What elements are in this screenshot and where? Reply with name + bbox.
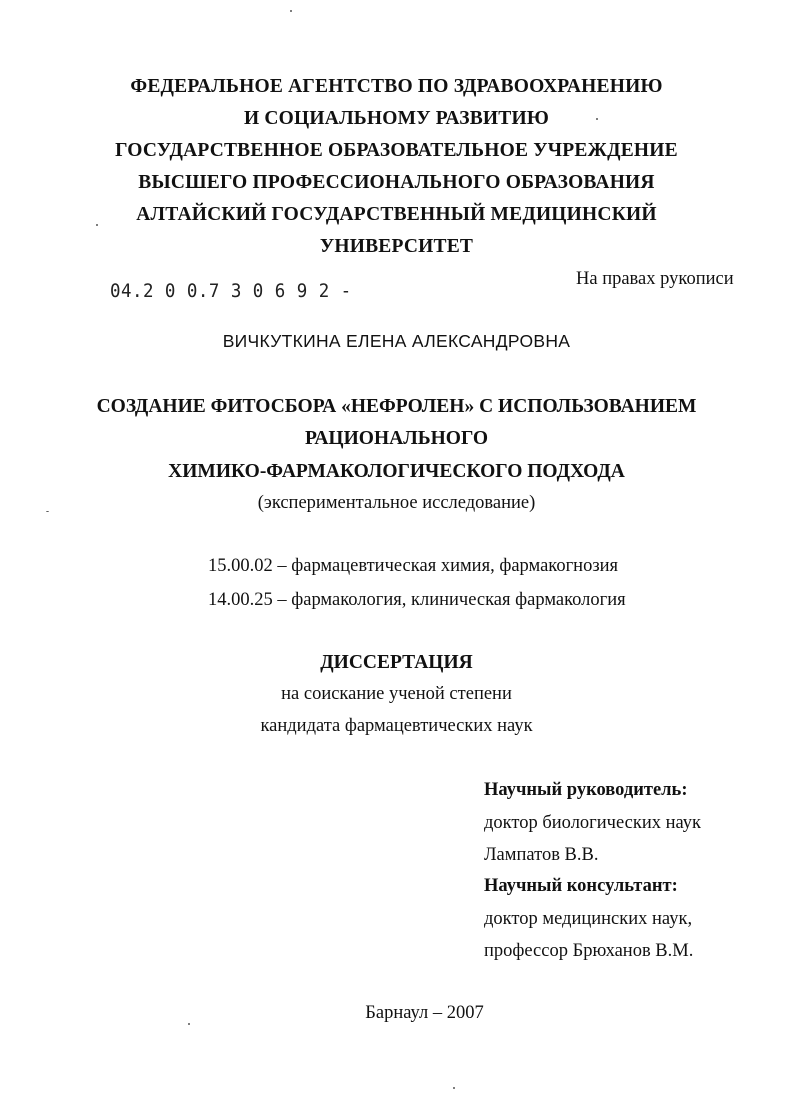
title-line-3: ХИМИКО-ФАРМАКОЛОГИЧЕСКОГО ПОДХОДА bbox=[168, 461, 625, 482]
degree-line-2: кандидата фармацевтических наук bbox=[260, 716, 533, 736]
scan-speck bbox=[96, 224, 98, 226]
supervisor-label: Научный руководитель: bbox=[484, 780, 688, 800]
scan-speck bbox=[46, 511, 49, 512]
registration-number-stamp: 04.2 0 0.7 3 0 6 9 2 - bbox=[110, 280, 352, 302]
scan-speck bbox=[188, 1023, 190, 1025]
title-subtitle: (экспериментальное исследование) bbox=[257, 493, 536, 513]
supervisor-degree: доктор биологических наук bbox=[484, 813, 702, 833]
header-line-3: ГОСУДАРСТВЕННОЕ ОБРАЗОВАТЕЛЬНОЕ УЧРЕЖДЕНИЕ bbox=[115, 140, 678, 161]
scan-speck bbox=[290, 10, 292, 12]
header-line-4: ВЫСШЕГО ПРОФЕССИОНАЛЬНОГО ОБРАЗОВАНИЯ bbox=[138, 172, 655, 193]
consultant-degree: доктор медицинских наук, bbox=[484, 909, 693, 929]
dissertation-heading: ДИССЕРТАЦИЯ bbox=[320, 652, 473, 673]
header-line-1: ФЕДЕРАЛЬНОЕ АГЕНТСТВО ПО ЗДРАВООХРАНЕНИЮ bbox=[130, 76, 663, 97]
scan-speck bbox=[596, 118, 598, 120]
title-line-2: РАЦИОНАЛЬНОГО bbox=[304, 428, 489, 449]
degree-line-1: на соискание ученой степени bbox=[281, 684, 512, 704]
specialty-2: 14.00.25 – фармакология, клиническая фармакология bbox=[208, 590, 626, 610]
manuscript-note: На правах рукописи bbox=[576, 269, 734, 289]
supervisor-name: Лампатов В.В. bbox=[484, 845, 599, 865]
scan-speck bbox=[453, 1087, 455, 1089]
place-year: Барнаул – 2007 bbox=[365, 1003, 484, 1023]
header-line-5: АЛТАЙСКИЙ ГОСУДАРСТВЕННЫЙ МЕДИЦИНСКИЙ bbox=[136, 204, 657, 225]
specialty-1: 15.00.02 – фармацевтическая химия, фармакогнозия bbox=[208, 556, 619, 576]
header-line-2: И СОЦИАЛЬНОМУ РАЗВИТИЮ bbox=[243, 108, 550, 129]
consultant-name: профессор Брюханов В.М. bbox=[484, 941, 694, 961]
header-line-6: УНИВЕРСИТЕТ bbox=[319, 236, 474, 257]
author-name: ВИЧКУТКИНА ЕЛЕНА АЛЕКСАНДРОВНА bbox=[222, 331, 571, 351]
title-line-1: СОЗДАНИЕ ФИТОСБОРА «НЕФРОЛЕН» С ИСПОЛЬЗОВАНИЕМ bbox=[96, 396, 697, 417]
consultant-label: Научный консультант: bbox=[484, 876, 678, 896]
